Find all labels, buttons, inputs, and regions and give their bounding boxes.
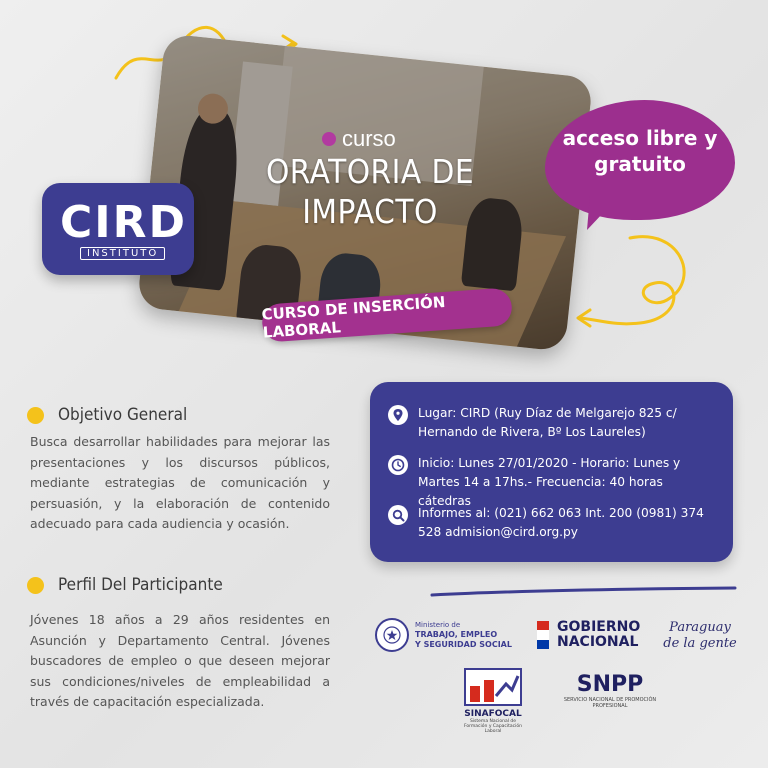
profile-heading bbox=[27, 575, 241, 595]
seal-icon bbox=[375, 618, 409, 652]
free-access-label: acceso libre y gratuito bbox=[562, 126, 718, 176]
info-contact bbox=[388, 504, 718, 542]
course-kicker bbox=[322, 126, 396, 152]
gobierno-label-2: NACIONAL bbox=[557, 634, 639, 650]
flag-icon bbox=[537, 621, 549, 649]
snpp-logo bbox=[560, 672, 660, 709]
yellow-bullet bbox=[27, 577, 44, 594]
course-type-tag: CURSO DE INSERCIÓN LABORAL bbox=[261, 287, 513, 342]
contact-text: Informes al: (021) 662 063 Int. 200 (0981) 374 528 admision@cird.org.py bbox=[418, 506, 704, 539]
info-schedule bbox=[388, 454, 718, 511]
decorative-squiggle-right bbox=[560, 228, 700, 338]
gobierno-nacional-logo bbox=[537, 620, 640, 650]
snpp-subtitle: SERVICIO NACIONAL DE PROMOCIÓN PROFESIONAL bbox=[563, 697, 657, 709]
logo-subtitle: INSTITUTO bbox=[80, 247, 165, 260]
objective-text: Busca desarrollar habilidades para mejorar las presentaciones y los discursos públicos, mediante estrategias de comunicación y persuasión, y la elaboración de contenido adecuado para cada audiencia y ocasión. bbox=[30, 434, 330, 531]
clock-icon bbox=[388, 455, 408, 475]
info-location bbox=[388, 404, 718, 442]
schedule-text: Inicio: Lunes 27/01/2020 - Horario: Lunes y Martes 14 a 17hs.- Frecuencia: 40 horas cátedras bbox=[418, 456, 681, 508]
paraguay-de-la-gente-logo bbox=[660, 620, 740, 652]
gobierno-label-1: GOBIERNO bbox=[557, 619, 641, 635]
bullet-dot bbox=[322, 132, 336, 146]
cird-logo bbox=[42, 183, 194, 275]
sinafocal-logo bbox=[458, 668, 528, 734]
search-icon bbox=[388, 505, 408, 525]
mtess-logo bbox=[375, 618, 512, 652]
location-text: Lugar: CIRD (Ruy Díaz de Melgarejo 825 c/ Hernando de Rivera, Bº Los Laureles) bbox=[418, 406, 677, 439]
curso-label: curso bbox=[342, 126, 396, 151]
objective-heading bbox=[27, 405, 202, 425]
snpp-label: SNPP bbox=[576, 672, 644, 697]
paraguay-label: Paraguay bbox=[669, 620, 731, 635]
profile-title: Perfil Del Participante bbox=[58, 575, 223, 595]
logo-wordmark: CIRD bbox=[60, 197, 188, 248]
bubble-tail bbox=[585, 195, 625, 235]
yellow-bullet bbox=[27, 407, 44, 424]
mtess-label-2: Y SEGURIDAD SOCIAL bbox=[415, 639, 512, 649]
mtess-label-1: TRABAJO, EMPLEO bbox=[415, 629, 498, 639]
brush-divider bbox=[430, 585, 740, 599]
sinafocal-label: SINAFOCAL bbox=[464, 709, 522, 719]
objective-title: Objetivo General bbox=[58, 405, 188, 425]
sinafocal-emblem bbox=[464, 668, 522, 706]
de-la-gente-label: de la gente bbox=[663, 636, 737, 651]
course-title: ORATORIA DE IMPACTO bbox=[265, 152, 475, 231]
profile-text: Jóvenes 18 años a 29 años residentes en Asunción y Departamento Central. Jóvenes buscadores de empleo o que deseen mejorar sus condiciones/niveles de empleabilidad a través de capacitación especializada. bbox=[30, 612, 330, 709]
info-card bbox=[370, 382, 733, 562]
sinafocal-subtitle: Sistema Nacional de Formación y Capacitación Laboral bbox=[463, 719, 523, 734]
mtess-label-small: Ministerio de bbox=[415, 620, 461, 629]
location-pin-icon bbox=[388, 405, 408, 425]
